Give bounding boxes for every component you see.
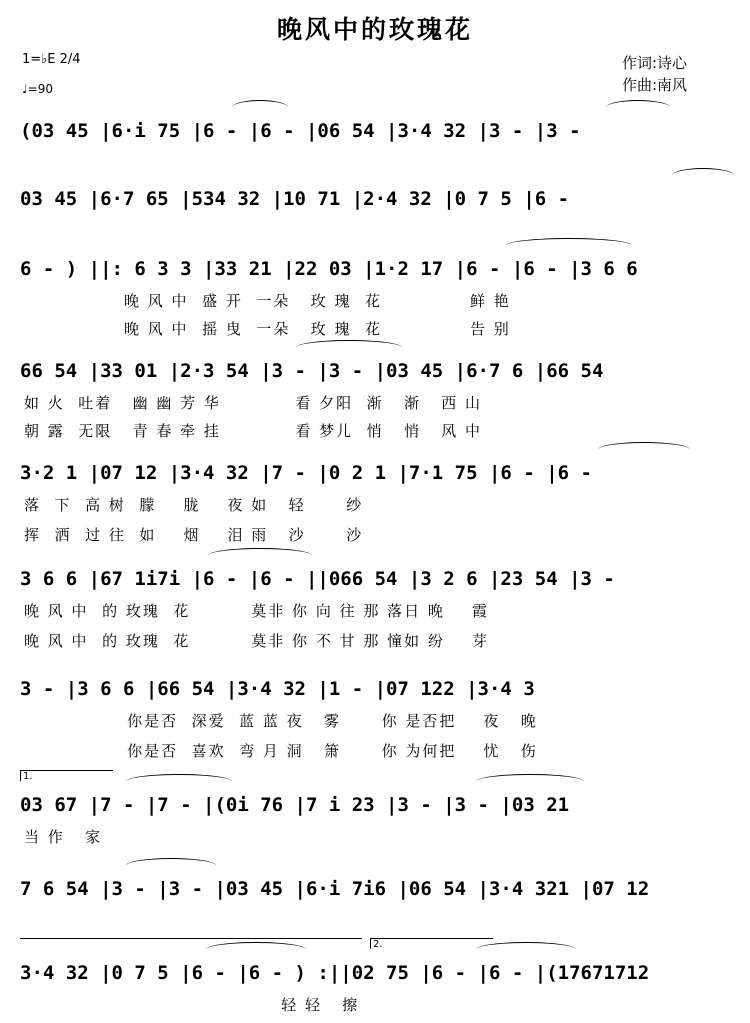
time-signature: 2/4 (59, 52, 81, 67)
lyrics-verse-2 (0, 524, 750, 552)
score-row-2 (0, 186, 750, 226)
lyric-line: 轻 轻 擦 (24, 996, 360, 1014)
notation-line: 3·2 1 |07 12 |3·4 32 |7 - |0 2 1 |7·1 75 |6 - |6 - (20, 462, 592, 484)
lyric-line: 当 作 家 (24, 828, 103, 846)
notation-line: 7 6 54 |3 - |3 - |03 45 |6·i 7i6 |06 54 |3·4 321 |07 12 (20, 878, 650, 900)
notation-line: 03 67 |7 - |7 - |(0i 76 |7 i 23 |3 - |3 - |03 21 (20, 794, 570, 816)
slur (126, 774, 232, 789)
score-row-1 (0, 118, 750, 158)
lyric-line: 挥 洒 过 往 如 烟 泪 雨 沙 沙 (24, 526, 364, 544)
score-row-9 (0, 876, 750, 916)
volta-bracket (20, 938, 362, 949)
key-label: 1=♭E (22, 52, 56, 67)
slur (672, 168, 734, 183)
slur (232, 100, 288, 115)
slur (206, 942, 306, 957)
lyrics-verse-1 (0, 826, 750, 854)
notation-line: 66 54 |33 01 |2·3 54 |3 - |3 - |03 45 |6·7 6 |66 54 (20, 360, 604, 382)
lyric-line: 晚 风 中 的 玫瑰 花 莫非 你 向 往 那 落日 晚 霞 (24, 602, 489, 620)
lyric-line: 你是否 喜欢 弯 月 洞 箫 你 为何把 忧 伤 (100, 742, 538, 760)
notation-line: 3 - |3 6 6 |66 54 |3·4 32 |1 - |07 122 |3·4 3 (20, 678, 535, 700)
lyrics-verse-1 (0, 392, 750, 420)
notation-line: 6 - ) ||: 6 3 3 |33 21 |22 03 |1·2 17 |6 - |6 - |3 6 6 (20, 258, 638, 280)
notation-line: (03 45 |6·i 75 |6 - |6 - |06 54 |3·4 32 |3 - |3 - (20, 120, 581, 142)
slur (476, 774, 584, 789)
slur (606, 100, 670, 115)
lyric-line: 晚 风 中 的 玫瑰 花 莫非 你 不 甘 那 憧如 纷 芽 (24, 632, 489, 650)
slur (476, 942, 576, 957)
composer-credit: 作曲:南风 (622, 76, 688, 94)
song-title: 晚风中的玫瑰花 (276, 15, 473, 44)
lyrics-verse-2 (0, 630, 750, 658)
lyric-line: 落 下 高 树 朦 胧 夜 如 轻 纱 (24, 496, 364, 514)
lyric-line: 你是否 深爱 蓝 蓝 夜 雾 你 是否把 夜 晚 (100, 712, 538, 730)
slur (598, 442, 690, 457)
lyric-line: 晚 风 中 盛 开 一朵 玫 瑰 花 鲜 艳 (124, 292, 511, 310)
slur (506, 238, 632, 253)
notation-line: 3·4 32 |0 7 5 |6 - |6 - ) :||02 75 |6 - |6 - |(17671712 (20, 962, 650, 984)
lyric-line: 如 火 吐着 幽 幽 芳 华 看 夕阳 渐 渐 西 山 (24, 394, 483, 412)
tempo-marking: ♩=90 (22, 82, 53, 96)
lyricist-credit: 作词:诗心 (622, 54, 688, 72)
lyric-line: 晚 风 中 摇 曳 一朵 玫 瑰 花 告 别 (124, 320, 511, 338)
slur (126, 858, 216, 873)
slur (296, 340, 402, 355)
volta-second-ending: 2. (370, 938, 493, 949)
lyrics-verse-1 (0, 600, 750, 628)
slur (208, 548, 312, 563)
notation-line: 03 45 |6·7 65 |534 32 |10 71 |2·4 32 |0 7 5 |6 - (20, 188, 570, 210)
lyrics-verse-2 (0, 740, 750, 768)
volta-first-ending: 1. (20, 770, 113, 781)
key-signature (22, 52, 81, 67)
lyrics-verse-1 (0, 494, 750, 522)
lyrics-verse-1 (0, 994, 750, 1022)
lyric-line: 朝 露 无限 青 春 牵 挂 看 梦儿 悄 悄 风 中 (24, 422, 483, 440)
lyrics-verse-1 (0, 290, 750, 318)
lyrics-verse-1 (0, 710, 750, 738)
notation-line: 3 6 6 |67 1i7i |6 - |6 - ||066 54 |3 2 6 |23 54 |3 - (20, 568, 615, 590)
